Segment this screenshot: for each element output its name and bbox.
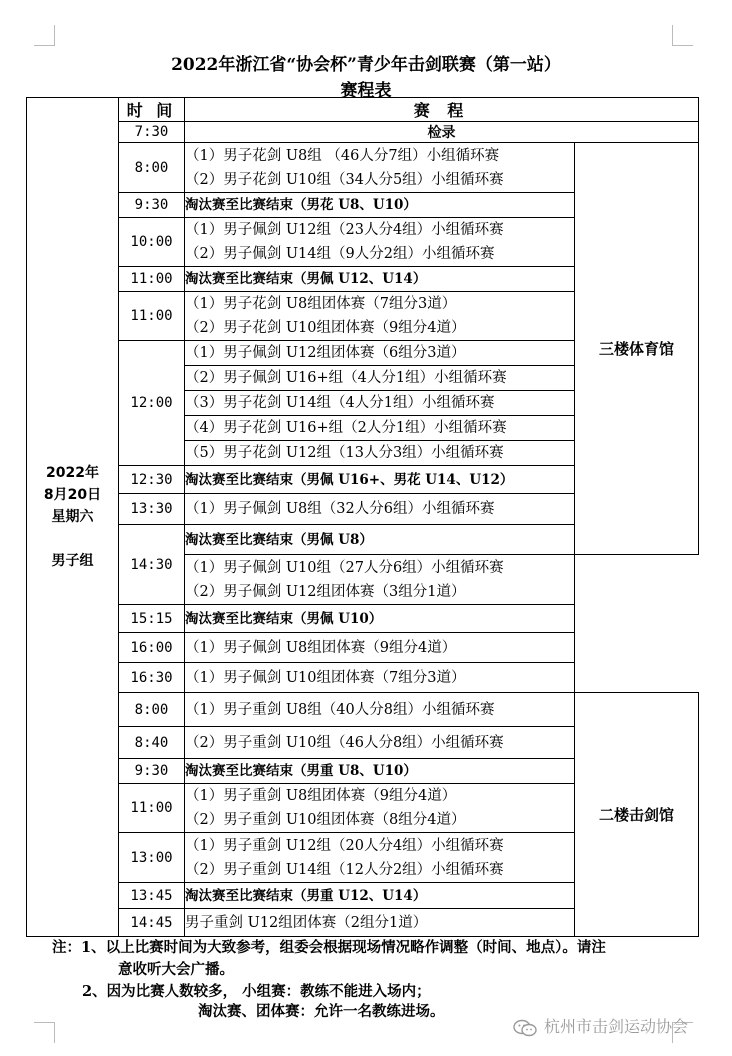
table-header-row	[27, 98, 699, 122]
event-line: （2）男子佩剑 U16+组（4人分1组）小组循环赛	[185, 370, 507, 386]
note-line: 2、因为比赛人数较多， 小组赛：教练不能进入场内；	[82, 983, 431, 1000]
time-cell: 15:15	[119, 605, 185, 633]
table-row	[27, 143, 699, 193]
event-line: （1）男子花剑 U8组 （46人分7组）小组循环赛	[185, 147, 500, 164]
event-line: （2）男子花剑 U10组（34人分5组）小组循环赛	[185, 171, 504, 188]
event-cell	[185, 416, 575, 441]
time-cell: 16:30	[119, 663, 185, 693]
time-cell: 11:00	[119, 292, 185, 341]
crop-mark	[34, 1022, 55, 1043]
event-line: 淘汰赛至比赛结束（男佩 U16+、男花 U14、U12）	[185, 471, 514, 488]
table-row	[27, 605, 699, 633]
time-cell: 13:00	[119, 833, 185, 883]
watermark	[512, 1014, 688, 1037]
event-line: 淘汰赛至比赛结束（男佩 U12、U14）	[185, 271, 427, 287]
table-row	[27, 663, 699, 693]
time-cell: 9:30	[119, 759, 185, 784]
event-line: （1）男子佩剑 U8组团体赛（9组分4道）	[185, 639, 457, 656]
time-cell: 12:30	[119, 466, 185, 494]
schedule-table	[26, 97, 699, 937]
crop-mark	[34, 25, 55, 46]
time-cell: 13:45	[119, 883, 185, 909]
time-cell: 8:00	[119, 693, 185, 727]
note-line: 意收听大会广播。	[118, 961, 234, 978]
event-cell	[185, 633, 575, 663]
event-line: （3）男子花剑 U14组（4人分1组）小组循环赛	[185, 395, 495, 411]
event-line: （1）男子重剑 U12组（20人分4组）小组循环赛	[185, 837, 504, 854]
time-cell: 16:00	[119, 633, 185, 663]
event-line: 淘汰赛至比赛结束（男重 U8、U10）	[185, 763, 417, 779]
time-cell: 11:00	[119, 784, 185, 833]
time-cell: 9:30	[119, 193, 185, 218]
event-line: （4）男子花剑 U16+组（2人分1组）小组循环赛	[185, 420, 507, 436]
venue-cell: 三楼体育馆	[575, 143, 699, 555]
event-cell	[185, 143, 575, 193]
event-line: （1）男子重剑 U8组团体赛（9组分4道）	[185, 788, 457, 804]
time-cell: 8:40	[119, 727, 185, 759]
event-line: （2）男子佩剑 U12组团体赛（3组分1道）	[185, 583, 466, 600]
event-cell	[185, 267, 575, 292]
event-cell	[185, 494, 575, 525]
event-line: （1）男子佩剑 U10组（27人分6组）小组循环赛	[185, 559, 504, 576]
event-cell	[185, 466, 575, 494]
event-line: （2）男子佩剑 U14组（9人分2组）小组循环赛	[185, 246, 495, 262]
event-line: （1）男子佩剑 U12组（23人分4组）小组循环赛	[185, 222, 504, 238]
table-row	[27, 122, 699, 143]
time-cell: 8:00	[119, 143, 185, 193]
event-line: （1）男子花剑 U8组团体赛（7组分3道）	[185, 296, 457, 312]
event-line: 淘汰赛至比赛结束（男佩 U8）	[185, 531, 373, 548]
event-cell	[185, 525, 575, 555]
event-line: （5）男子花剑 U12组（13人分3组）小组循环赛	[185, 445, 504, 461]
event-cell	[185, 391, 575, 416]
event-line: 淘汰赛至比赛结束（男重 U12、U14）	[185, 887, 427, 904]
event-cell	[185, 218, 575, 267]
event-cell	[185, 883, 575, 909]
table-row	[27, 633, 699, 663]
event-line: （1）男子重剑 U8组（40人分8组）小组循环赛	[185, 701, 495, 718]
table-row	[27, 693, 699, 727]
event-line: 淘汰赛至比赛结束（男佩 U10）	[185, 610, 383, 627]
event-cell	[185, 366, 575, 391]
event-cell	[185, 693, 575, 727]
time-cell: 7:30	[119, 122, 185, 143]
time-cell: 12:00	[119, 341, 185, 466]
date-day: 8月20日	[43, 487, 102, 503]
event-line: （2）男子重剑 U14组（12人分2组）小组循环赛	[185, 861, 504, 878]
event-cell	[185, 341, 575, 366]
crop-mark	[672, 25, 693, 46]
event-cell	[185, 441, 575, 466]
watermark-text: 杭州市击剑运动协会	[544, 1017, 689, 1036]
event-line: （1）男子佩剑 U8组（32人分6组）小组循环赛	[185, 501, 495, 517]
col-header-time: 时 间	[119, 98, 185, 122]
time-cell: 14:45	[119, 909, 185, 937]
event-cell	[185, 909, 575, 937]
event-line: （2）男子重剑 U10组（46人分8组）小组循环赛	[185, 734, 504, 751]
event-line: （1）男子佩剑 U10组团体赛（7组分3道）	[185, 669, 466, 686]
event-line: （2）男子花剑 U10组团体赛（9组分4道）	[185, 320, 466, 336]
time-cell: 11:00	[119, 267, 185, 292]
wechat-icon	[512, 1019, 538, 1037]
event-cell	[185, 663, 575, 693]
note-line: 淘汰赛、团体赛：允许一名教练进场。	[198, 1003, 445, 1020]
note-line: 注：1、以上比赛时间为大致参考，组委会根据现场情况略作调整（时间、地点）。请注	[52, 939, 606, 956]
col-header-schedule: 赛 程	[185, 98, 699, 122]
time-cell: 14:30	[119, 525, 185, 605]
checkin-cell: 检录	[185, 122, 699, 143]
page-subtitle: 赛程表	[340, 81, 392, 101]
group-label: 男子组	[51, 553, 94, 569]
page-title: 2022年浙江省“协会杯”青少年击剑联赛（第一站）	[171, 55, 561, 75]
date-weekday: 星期六	[51, 509, 94, 525]
event-cell	[185, 292, 575, 341]
event-line: （1）男子佩剑 U12组团体赛（6组分3道）	[185, 345, 466, 361]
event-line: 男子重剑 U12组团体赛（2组分1道）	[185, 914, 428, 931]
date-cell	[27, 98, 119, 937]
time-cell: 13:30	[119, 494, 185, 525]
date-year: 2022年	[46, 465, 99, 481]
event-line: 淘汰赛至比赛结束（男花 U8、U10）	[185, 197, 417, 213]
event-cell	[185, 833, 575, 883]
event-cell	[185, 605, 575, 633]
time-cell: 10:00	[119, 218, 185, 267]
event-cell	[185, 784, 575, 833]
event-cell	[185, 193, 575, 218]
venue-cell: 二楼击剑馆	[575, 693, 699, 937]
event-cell	[185, 759, 575, 784]
event-line: （2）男子重剑 U10组团体赛（8组分4道）	[185, 812, 466, 828]
event-cell	[185, 555, 575, 605]
event-cell	[185, 727, 575, 759]
